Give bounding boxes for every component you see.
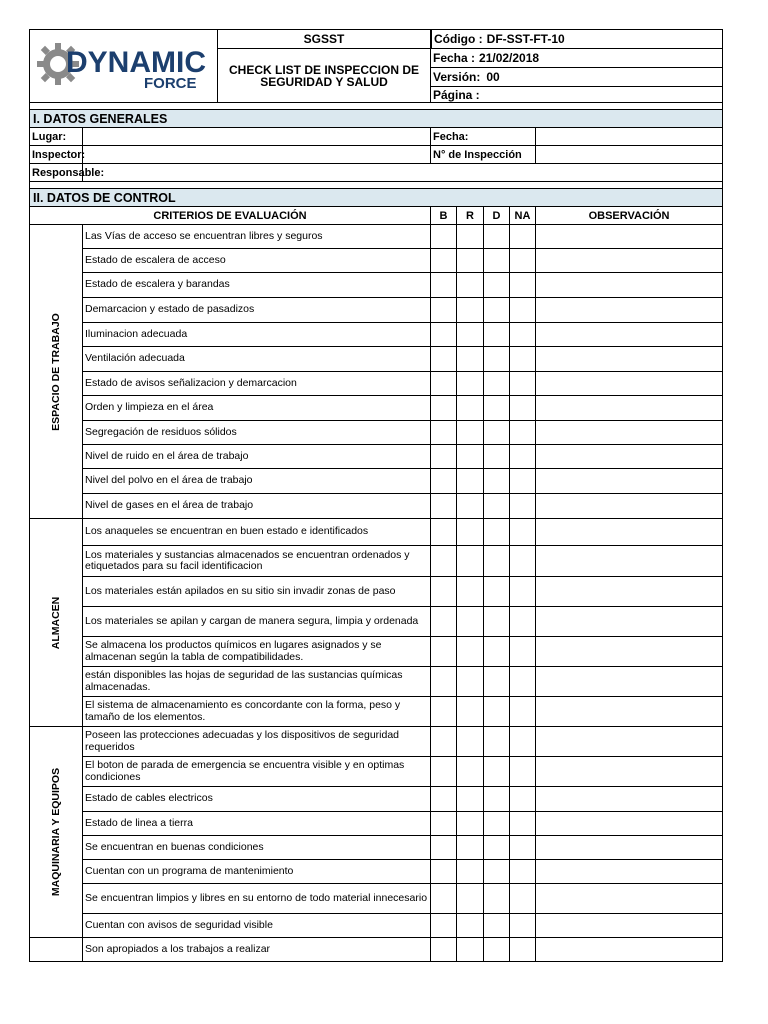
check-cell-b[interactable] — [431, 494, 457, 519]
check-cell-r[interactable] — [457, 884, 484, 914]
check-cell-b[interactable] — [431, 273, 457, 298]
check-cell-b[interactable] — [431, 914, 457, 938]
check-cell-r[interactable] — [457, 607, 484, 637]
observacion-cell[interactable] — [536, 273, 723, 298]
check-cell-b[interactable] — [431, 637, 457, 667]
check-cell-r[interactable] — [457, 372, 484, 396]
check-cell-na[interactable] — [510, 607, 536, 637]
criterio-text: El boton de parada de emergencia se encuentra visible y en optimas condiciones — [83, 757, 431, 787]
checklist-row — [30, 860, 723, 884]
check-cell-d[interactable] — [484, 812, 510, 836]
check-cell-d[interactable] — [484, 469, 510, 494]
observacion-cell[interactable] — [536, 607, 723, 637]
check-cell-d[interactable] — [484, 323, 510, 347]
check-cell-d[interactable] — [484, 836, 510, 860]
check-cell-d[interactable] — [484, 546, 510, 577]
observacion-cell[interactable] — [536, 421, 723, 445]
check-cell-na[interactable] — [510, 757, 536, 787]
check-cell-d[interactable] — [484, 298, 510, 323]
check-cell-na[interactable] — [510, 667, 536, 697]
check-cell-na[interactable] — [510, 812, 536, 836]
check-cell-na[interactable] — [510, 938, 536, 962]
check-cell-d[interactable] — [484, 519, 510, 546]
column-criterios: CRITERIOS DE EVALUACIÓN — [30, 207, 431, 225]
logo-brand-bottom: FORCE — [143, 75, 196, 92]
observacion-cell[interactable] — [536, 914, 723, 938]
criterio-text: Son apropiados a los trabajos a realizar — [83, 938, 431, 962]
criterio-text: Nivel del polvo en el área de trabajo — [83, 469, 431, 494]
checklist-row — [30, 727, 723, 757]
observacion-cell[interactable] — [536, 323, 723, 347]
observacion-cell[interactable] — [536, 396, 723, 421]
check-cell-d[interactable] — [484, 607, 510, 637]
check-cell-r[interactable] — [457, 347, 484, 372]
column-observacion: OBSERVACIÓN — [536, 207, 723, 225]
criterio-text: Los anaqueles se encuentran en buen estado e identificados — [83, 519, 431, 546]
n-inspeccion-label: N° de Inspección — [431, 146, 536, 164]
group-label: MAQUINARIA Y EQUIPOS — [50, 767, 62, 897]
checklist-row — [30, 396, 723, 421]
check-cell-na[interactable] — [510, 494, 536, 519]
criterio-text: Orden y limpieza en el área — [83, 396, 431, 421]
observacion-cell[interactable] — [536, 938, 723, 962]
checklist-row — [30, 577, 723, 607]
checklist-row — [30, 812, 723, 836]
checklist-row — [30, 421, 723, 445]
check-cell-d[interactable] — [484, 225, 510, 249]
column-na: NA — [510, 207, 536, 225]
check-cell-na[interactable] — [510, 225, 536, 249]
criterio-text: Estado de escalera y barandas — [83, 273, 431, 298]
version-label: Versión: — [433, 70, 481, 84]
checklist-row — [30, 494, 723, 519]
check-cell-na[interactable] — [510, 273, 536, 298]
group-label-cell — [30, 519, 83, 727]
criterio-text: Nivel de ruido en el área de trabajo — [83, 445, 431, 469]
check-cell-d[interactable] — [484, 637, 510, 667]
check-cell-d[interactable] — [484, 757, 510, 787]
check-cell-r[interactable] — [457, 812, 484, 836]
criterio-text: Los materiales están apilados en su sitio sin invadir zonas de paso — [83, 577, 431, 607]
inspector-field[interactable] — [83, 146, 431, 164]
checklist-row — [30, 607, 723, 637]
checklist-row — [30, 938, 723, 962]
check-cell-na[interactable] — [510, 914, 536, 938]
criterio-text: El sistema de almacenamiento es concordante con la forma, peso y tamaño de los elementos. — [83, 697, 431, 727]
check-cell-r[interactable] — [457, 938, 484, 962]
observacion-cell[interactable] — [536, 884, 723, 914]
group-label-cell — [30, 225, 83, 519]
criterio-text: Segregación de residuos sólidos — [83, 421, 431, 445]
check-cell-r[interactable] — [457, 787, 484, 812]
check-cell-r[interactable] — [457, 323, 484, 347]
company-logo — [30, 30, 218, 102]
group-label-cell — [30, 938, 83, 962]
check-cell-na[interactable] — [510, 860, 536, 884]
check-cell-b[interactable] — [431, 445, 457, 469]
logo-brand-top: DYNAMIC — [65, 46, 206, 79]
checklist-row — [30, 884, 723, 914]
checklist-row — [30, 225, 723, 249]
criterio-text: Estado de escalera de acceso — [83, 249, 431, 273]
inspector-label: Inspector: — [30, 146, 83, 164]
observacion-cell[interactable] — [536, 577, 723, 607]
check-cell-r[interactable] — [457, 273, 484, 298]
pagina-label: Página : — [433, 87, 480, 102]
check-cell-b[interactable] — [431, 727, 457, 757]
check-cell-na[interactable] — [510, 249, 536, 273]
check-cell-d[interactable] — [484, 697, 510, 727]
observacion-cell[interactable] — [536, 667, 723, 697]
check-cell-d[interactable] — [484, 884, 510, 914]
criterio-text: Estado de avisos señalizacion y demarcacion — [83, 372, 431, 396]
checklist-table — [29, 29, 723, 962]
observacion-cell[interactable] — [536, 298, 723, 323]
checklist-row — [30, 273, 723, 298]
check-cell-na[interactable] — [510, 836, 536, 860]
check-cell-d[interactable] — [484, 494, 510, 519]
observacion-cell[interactable] — [536, 546, 723, 577]
check-cell-b[interactable] — [431, 667, 457, 697]
check-cell-b[interactable] — [431, 396, 457, 421]
fecha-field[interactable] — [536, 128, 723, 146]
check-cell-r[interactable] — [457, 727, 484, 757]
criterio-text: Cuentan con avisos de seguridad visible — [83, 914, 431, 938]
codigo-value: DF-SST-FT-10 — [486, 32, 565, 46]
check-cell-d[interactable] — [484, 445, 510, 469]
check-cell-r[interactable] — [457, 298, 484, 323]
check-cell-na[interactable] — [510, 445, 536, 469]
check-cell-b[interactable] — [431, 757, 457, 787]
check-cell-r[interactable] — [457, 519, 484, 546]
checklist-row — [30, 637, 723, 667]
checklist-row — [30, 298, 723, 323]
checklist-row — [30, 787, 723, 812]
criterio-text: Los materiales y sustancias almacenados se encuentran ordenados y etiquetados para su facil identificacion — [83, 546, 431, 577]
observacion-cell[interactable] — [536, 519, 723, 546]
check-cell-r[interactable] — [457, 757, 484, 787]
system-label: SGSST — [218, 30, 430, 49]
check-cell-r[interactable] — [457, 577, 484, 607]
check-cell-d[interactable] — [484, 914, 510, 938]
check-cell-b[interactable] — [431, 249, 457, 273]
check-cell-b[interactable] — [431, 347, 457, 372]
check-cell-d[interactable] — [484, 249, 510, 273]
check-cell-na[interactable] — [510, 421, 536, 445]
checklist-row — [30, 546, 723, 577]
check-cell-r[interactable] — [457, 697, 484, 727]
criterio-text: Nivel de gases en el área de trabajo — [83, 494, 431, 519]
observacion-cell[interactable] — [536, 727, 723, 757]
group-label-cell — [30, 727, 83, 938]
check-cell-b[interactable] — [431, 298, 457, 323]
observacion-cell[interactable] — [536, 787, 723, 812]
check-cell-r[interactable] — [457, 546, 484, 577]
check-cell-na[interactable] — [510, 546, 536, 577]
criterio-text: Poseen las protecciones adecuadas y los dispositivos de seguridad requeridos — [83, 727, 431, 757]
document-title: CHECK LIST DE INSPECCION DE SEGURIDAD Y SALUD — [228, 62, 420, 89]
check-cell-b[interactable] — [431, 372, 457, 396]
observacion-cell[interactable] — [536, 347, 723, 372]
check-cell-b[interactable] — [431, 421, 457, 445]
check-cell-d[interactable] — [484, 577, 510, 607]
check-cell-na[interactable] — [510, 697, 536, 727]
criterio-text: Demarcacion y estado de pasadizos — [83, 298, 431, 323]
check-cell-b[interactable] — [431, 546, 457, 577]
observacion-cell[interactable] — [536, 697, 723, 727]
observacion-cell[interactable] — [536, 860, 723, 884]
observacion-cell[interactable] — [536, 637, 723, 667]
check-cell-r[interactable] — [457, 914, 484, 938]
check-cell-b[interactable] — [431, 938, 457, 962]
check-cell-d[interactable] — [484, 727, 510, 757]
check-cell-d[interactable] — [484, 860, 510, 884]
check-cell-b[interactable] — [431, 812, 457, 836]
criterio-text: están disponibles las hojas de seguridad de las sustancias químicas almacenadas. — [83, 667, 431, 697]
check-cell-na[interactable] — [510, 323, 536, 347]
lugar-field[interactable] — [83, 128, 431, 146]
check-cell-r[interactable] — [457, 469, 484, 494]
checklist-row — [30, 697, 723, 727]
check-cell-na[interactable] — [510, 727, 536, 757]
check-cell-na[interactable] — [510, 469, 536, 494]
fecha-header-label: Fecha : — [433, 51, 476, 65]
criterio-text: Estado de cables electricos — [83, 787, 431, 812]
column-d: D — [484, 207, 510, 225]
checklist-sheet — [29, 29, 722, 962]
check-cell-r[interactable] — [457, 421, 484, 445]
checklist-row — [30, 372, 723, 396]
checklist-row — [30, 836, 723, 860]
criterio-text: Se encuentran en buenas condiciones — [83, 836, 431, 860]
check-cell-r[interactable] — [457, 396, 484, 421]
checklist-row — [30, 667, 723, 697]
codigo-label: Código : — [434, 32, 483, 46]
gear-logo-icon — [36, 38, 212, 94]
header-logo-cell — [30, 30, 431, 103]
checklist-row — [30, 914, 723, 938]
observacion-cell[interactable] — [536, 469, 723, 494]
criterio-text: Los materiales se apilan y cargan de manera segura, limpia y ordenada — [83, 607, 431, 637]
check-cell-b[interactable] — [431, 836, 457, 860]
criterio-text: Cuentan con un programa de mantenimiento — [83, 860, 431, 884]
column-r: R — [457, 207, 484, 225]
section-datos-control: II. DATOS DE CONTROL — [30, 189, 723, 207]
check-cell-b[interactable] — [431, 884, 457, 914]
observacion-cell[interactable] — [536, 372, 723, 396]
check-cell-na[interactable] — [510, 577, 536, 607]
check-cell-b[interactable] — [431, 787, 457, 812]
group-label: ALMACEN — [50, 596, 62, 649]
section-datos-generales: I. DATOS GENERALES — [30, 110, 723, 128]
checklist-row — [30, 249, 723, 273]
criterio-text: Estado de linea a tierra — [83, 812, 431, 836]
check-cell-na[interactable] — [510, 637, 536, 667]
check-cell-na[interactable] — [510, 298, 536, 323]
criterio-text: Ventilación adecuada — [83, 347, 431, 372]
check-cell-r[interactable] — [457, 836, 484, 860]
check-cell-d[interactable] — [484, 667, 510, 697]
check-cell-na[interactable] — [510, 396, 536, 421]
responsable-field[interactable] — [83, 164, 723, 182]
n-inspeccion-field[interactable] — [536, 146, 723, 164]
check-cell-r[interactable] — [457, 225, 484, 249]
responsable-label: Responsable: — [30, 164, 83, 182]
check-cell-b[interactable] — [431, 519, 457, 546]
observacion-cell[interactable] — [536, 757, 723, 787]
check-cell-d[interactable] — [484, 421, 510, 445]
checklist-row — [30, 519, 723, 546]
check-cell-b[interactable] — [431, 607, 457, 637]
version-value: 00 — [486, 70, 500, 84]
criterio-text: Se encuentran limpios y libres en su entorno de todo material innecesario — [83, 884, 431, 914]
check-cell-d[interactable] — [484, 396, 510, 421]
lugar-label: Lugar: — [30, 128, 83, 146]
check-cell-r[interactable] — [457, 494, 484, 519]
check-cell-d[interactable] — [484, 787, 510, 812]
observacion-cell[interactable] — [536, 836, 723, 860]
column-b: B — [431, 207, 457, 225]
check-cell-r[interactable] — [457, 249, 484, 273]
observacion-cell[interactable] — [536, 494, 723, 519]
criterio-text: Se almacena los productos químicos en lugares asignados y se almacenan según la tabla de compatibilidades. — [83, 637, 431, 667]
observacion-cell[interactable] — [536, 225, 723, 249]
check-cell-b[interactable] — [431, 469, 457, 494]
check-cell-b[interactable] — [431, 577, 457, 607]
checklist-row — [30, 757, 723, 787]
checklist-row — [30, 347, 723, 372]
check-cell-b[interactable] — [431, 860, 457, 884]
checklist-row — [30, 323, 723, 347]
check-cell-na[interactable] — [510, 372, 536, 396]
fecha-header-value: 21/02/2018 — [479, 51, 540, 65]
criterio-text: Iluminacion adecuada — [83, 323, 431, 347]
observacion-cell[interactable] — [536, 249, 723, 273]
observacion-cell[interactable] — [536, 812, 723, 836]
check-cell-d[interactable] — [484, 372, 510, 396]
check-cell-r[interactable] — [457, 667, 484, 697]
check-cell-na[interactable] — [510, 347, 536, 372]
check-cell-r[interactable] — [457, 445, 484, 469]
check-cell-b[interactable] — [431, 323, 457, 347]
checklist-row — [30, 445, 723, 469]
check-cell-b[interactable] — [431, 697, 457, 727]
check-cell-na[interactable] — [510, 884, 536, 914]
check-cell-d[interactable] — [484, 273, 510, 298]
observacion-cell[interactable] — [536, 445, 723, 469]
check-cell-d[interactable] — [484, 938, 510, 962]
check-cell-b[interactable] — [431, 225, 457, 249]
check-cell-na[interactable] — [510, 519, 536, 546]
fecha-label: Fecha: — [431, 128, 536, 146]
checklist-row — [30, 469, 723, 494]
check-cell-r[interactable] — [457, 637, 484, 667]
check-cell-r[interactable] — [457, 860, 484, 884]
check-cell-d[interactable] — [484, 347, 510, 372]
group-label: ESPACIO DE TRABAJO — [50, 312, 62, 431]
criterio-text: Las Vías de acceso se encuentran libres y seguros — [83, 225, 431, 249]
check-cell-na[interactable] — [510, 787, 536, 812]
